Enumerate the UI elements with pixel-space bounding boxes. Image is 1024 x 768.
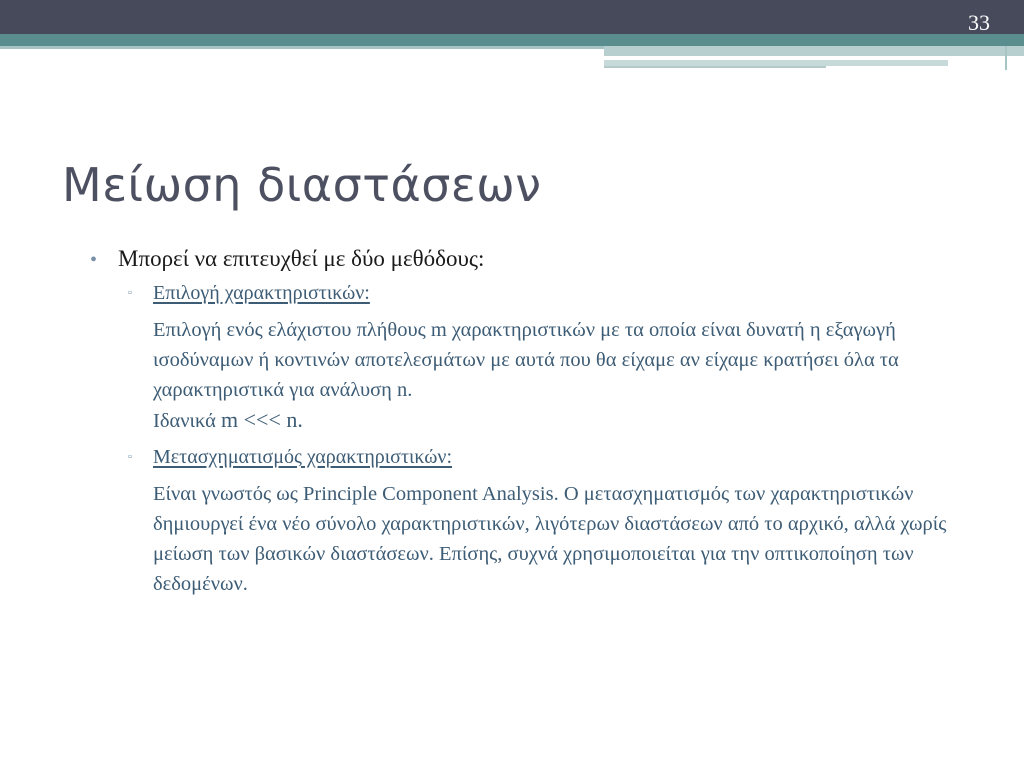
- ideal-label: Ιδανικά: [153, 410, 222, 432]
- method-heading: Επιλογή χαρακτηριστικών:: [153, 282, 370, 304]
- header-decor-line: [604, 66, 826, 68]
- method-body-text: Είναι γνωστός ως Principle Component Analysis. Ο μετασχηματισμός των χαρακτηριστικών δημιουργεί ένα νέο σύνολο χαρακτηριστικών, λιγότερων διαστάσεων από το αρχικό, αλλά χωρίς μείωση των βασικών διαστάσεων. Επίσης, συχνά χρησιμοποιείται για την οπτικοποίηση των δεδομένων.: [153, 483, 947, 595]
- slide-number: 33: [968, 10, 990, 35]
- sub-bullets: [128, 282, 990, 599]
- method-body-text: Επιλογή ενός ελάχιστου πλήθους m χαρακτηριστικών με τα οποία είναι δυνατή η εξαγωγή ισοδύναμων ή κοντινών αποτελεσμάτων με αυτά που θα είχαμε αν είχαμε κρατήσει όλα τα χαρακτηριστικά για ανάλυση n.: [153, 319, 899, 401]
- method-heading: Μετασχηματισμός χαρακτηριστικών:: [153, 446, 453, 468]
- method-item: [128, 282, 990, 305]
- method-description: [153, 479, 983, 599]
- bullet-dot-icon: •: [90, 249, 98, 271]
- slide-title: Μείωση διαστάσεων: [62, 158, 542, 212]
- square-bullet-icon: ▫: [128, 287, 132, 299]
- header-decor-line: [604, 46, 1024, 56]
- square-bullet-icon: ▫: [128, 451, 132, 463]
- ideal-value: m <<< n.: [221, 407, 303, 432]
- slide-content: [90, 246, 990, 599]
- main-bullet-text: Μπορεί να επιτευχθεί με δύο μεθόδους:: [118, 246, 485, 271]
- method-item: [128, 446, 990, 469]
- main-bullet: [90, 246, 990, 272]
- header-band: [0, 0, 1024, 34]
- header-accent-band: [0, 34, 1024, 46]
- header-decor-line: [0, 46, 604, 49]
- method-description: [153, 315, 983, 436]
- header-decor-bar: [1005, 46, 1007, 70]
